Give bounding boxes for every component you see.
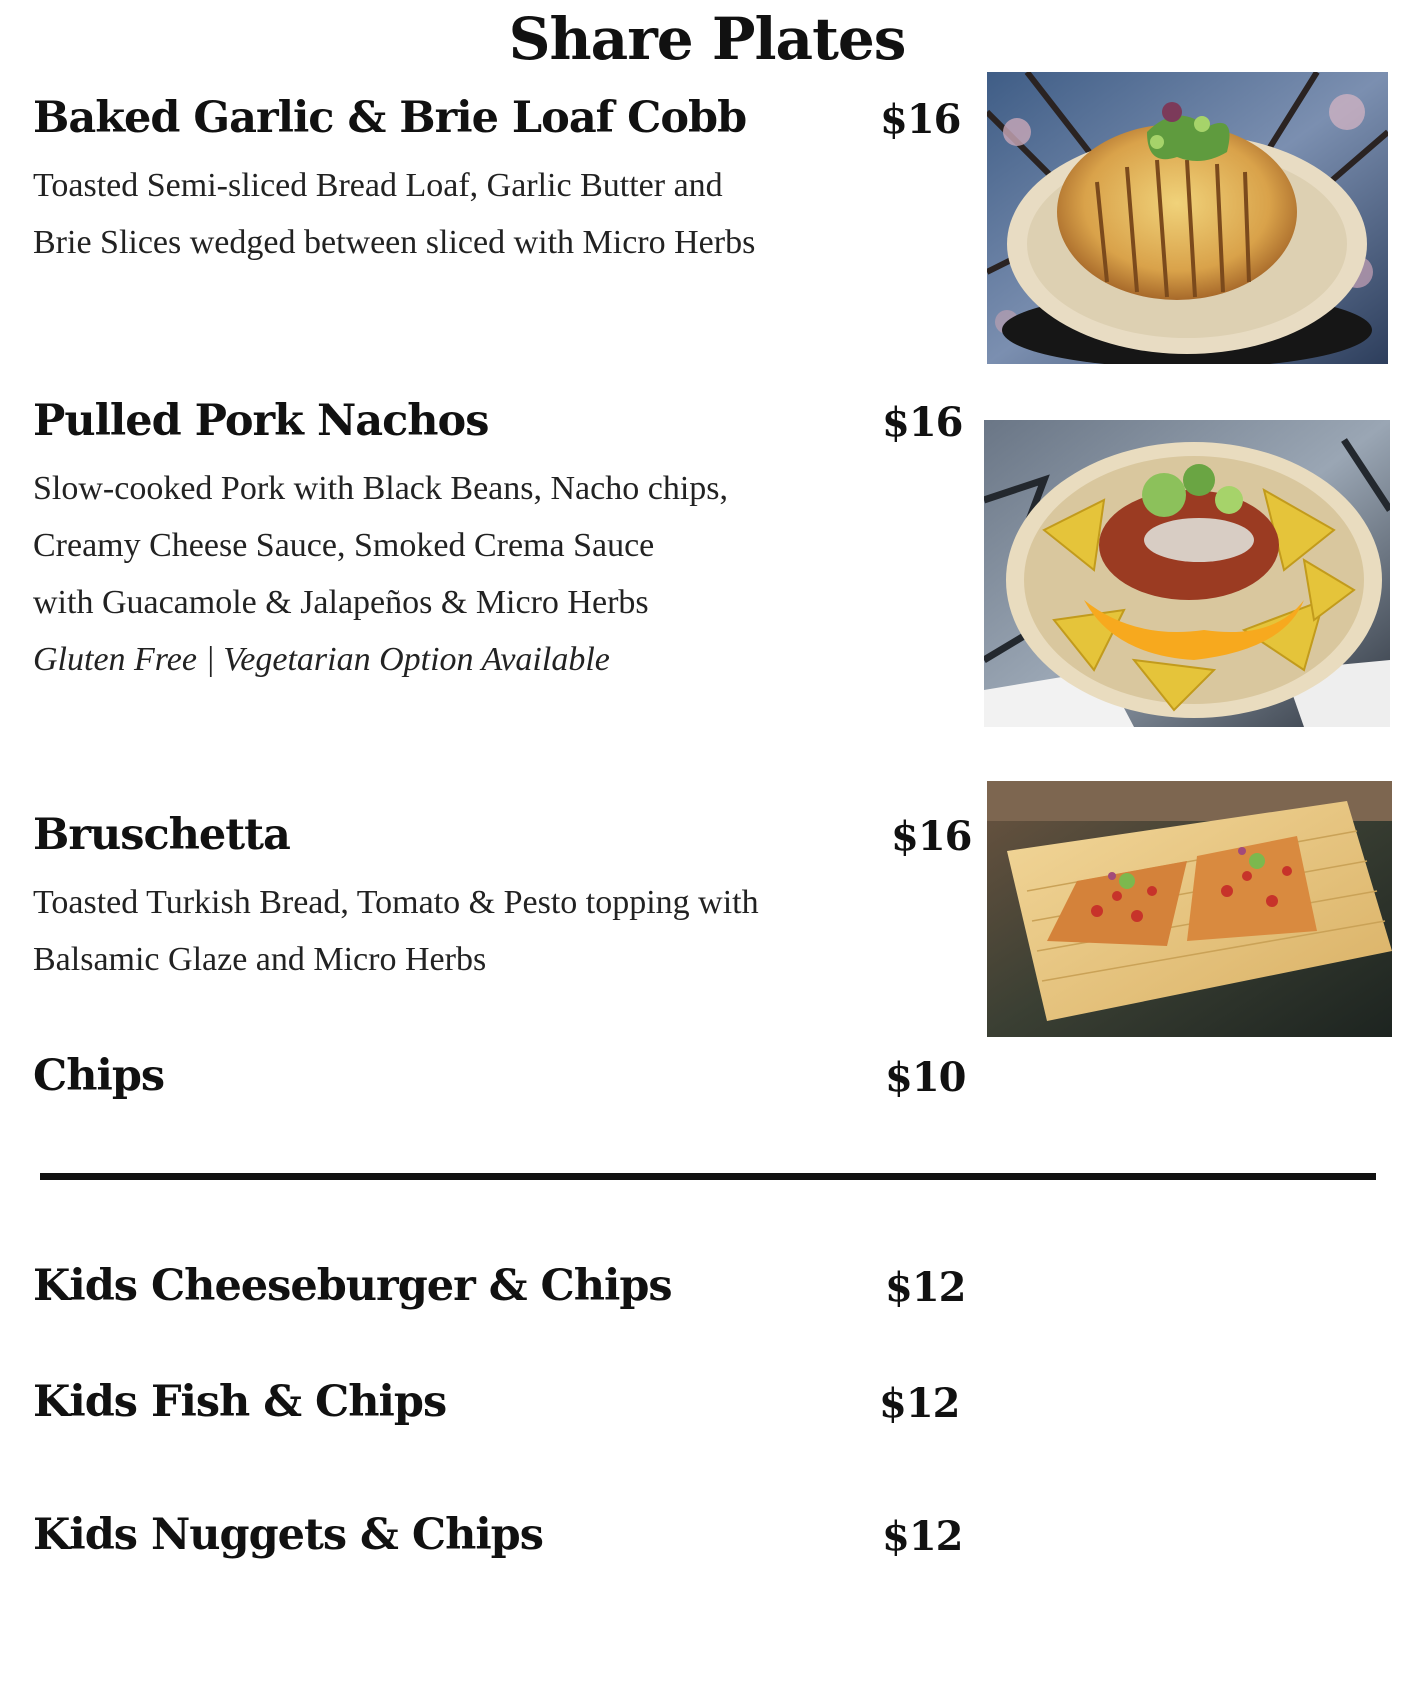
menu-item-price: $16 [880, 96, 961, 143]
menu-item-description-line: Toasted Semi-sliced Bread Loaf, Garlic Butter and [33, 167, 723, 204]
menu-item-description-line: Toasted Turkish Bread, Tomato & Pesto topping with [33, 884, 759, 921]
kids-item-price: $12 [879, 1380, 960, 1427]
nachos-photo [984, 420, 1390, 727]
menu-item-description-line: Brie Slices wedged between sliced with Micro Herbs [33, 224, 756, 261]
kids-item-name: Kids Cheeseburger & Chips [33, 1261, 672, 1311]
menu-item-price: $16 [882, 399, 963, 446]
kids-item-name: Kids Fish & Chips [33, 1377, 447, 1427]
section-divider [40, 1173, 1376, 1180]
kids-item-name: Kids Nuggets & Chips [33, 1510, 543, 1560]
menu-item-description-line: Slow-cooked Pork with Black Beans, Nacho chips, [33, 470, 728, 507]
menu-item-price: $10 [885, 1054, 966, 1101]
bruschetta-photo [987, 781, 1392, 1037]
menu-item-name: Chips [33, 1051, 165, 1101]
kids-item-price: $12 [885, 1264, 966, 1311]
menu-item-price: $16 [891, 813, 972, 860]
page-title: Share Plates [508, 5, 906, 73]
menu-item-description-line: Creamy Cheese Sauce, Smoked Crema Sauce [33, 527, 655, 564]
menu-item-description-line: Balsamic Glaze and Micro Herbs [33, 941, 487, 978]
menu-item-name: Pulled Pork Nachos [33, 396, 489, 446]
dietary-note: Gluten Free | Vegetarian Option Available [33, 641, 610, 678]
menu-item-description-line: with Guacamole & Jalapeños & Micro Herbs [33, 584, 649, 621]
menu-item-name: Bruschetta [33, 810, 290, 860]
menu-item-name: Baked Garlic & Brie Loaf Cobb [33, 93, 747, 143]
bread-loaf-photo [987, 72, 1388, 364]
kids-item-price: $12 [882, 1513, 963, 1560]
